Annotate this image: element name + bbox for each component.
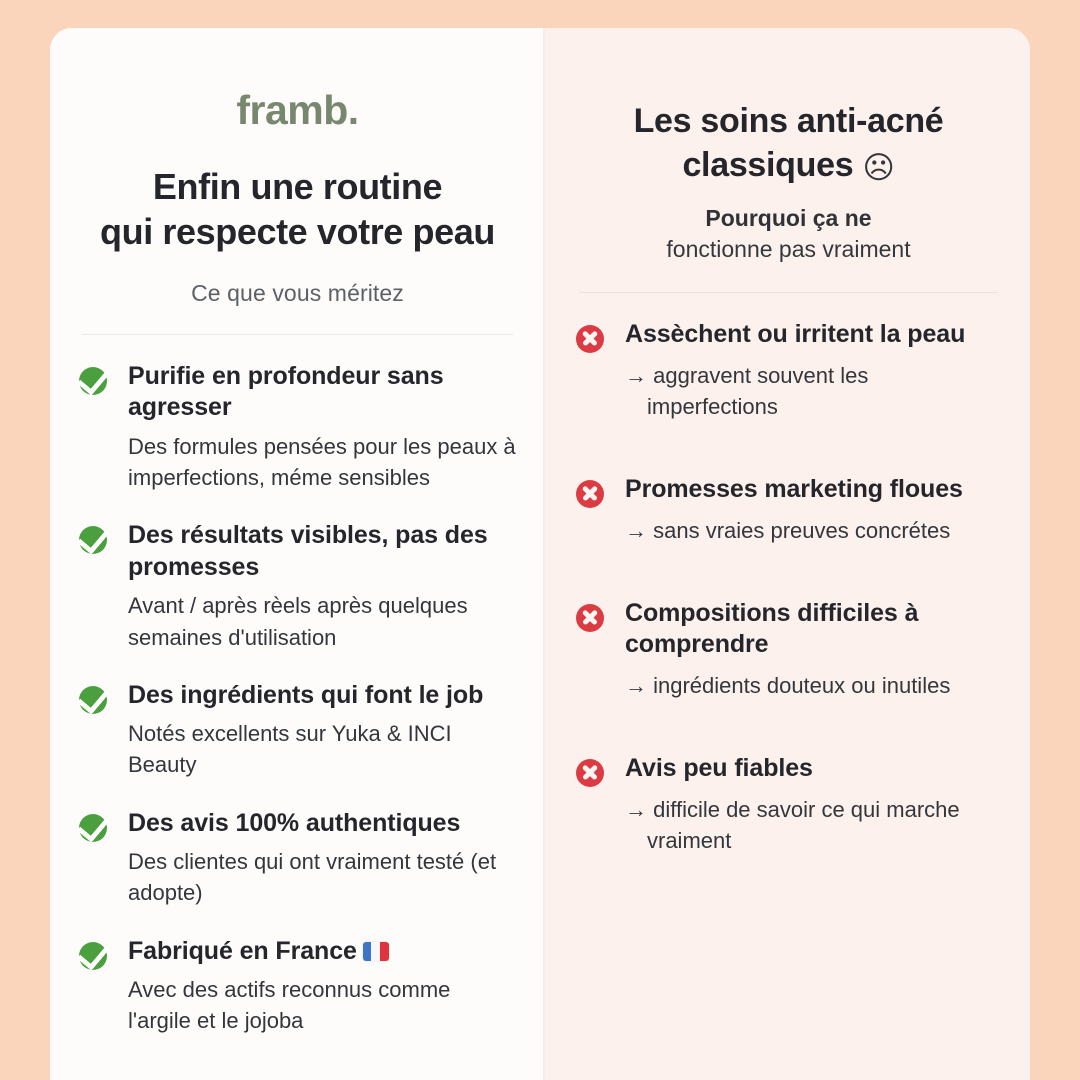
- green-check-icon: [78, 939, 110, 971]
- list-item-description: Des clientes qui ont vraiment testé (et adopte): [128, 849, 497, 906]
- list-item: [78, 936, 517, 1037]
- left-divider: [82, 334, 513, 335]
- list-item-title: Compositions difficiles à comprendre: [625, 598, 919, 659]
- list-item-description: → aggravent souvent les imperfections: [625, 362, 869, 419]
- sad-face-icon: ☹: [862, 149, 895, 185]
- right-panel-title: [575, 100, 1002, 187]
- list-item-title: Des résultats visibles, pas des promesses: [128, 521, 488, 581]
- list-item: [78, 361, 517, 493]
- list-item-title-text: Fabriqué en France: [128, 936, 357, 965]
- right-panel-subtitle: [575, 203, 1002, 265]
- list-item-title: Avis peu fiables: [625, 754, 813, 783]
- list-item: [575, 753, 1002, 856]
- left-title-line-1: Enfin une routine: [152, 166, 443, 208]
- list-item-title: [128, 936, 517, 968]
- list-item: [78, 808, 517, 909]
- left-panel-title: [78, 164, 517, 255]
- france-flag-icon: [363, 942, 389, 961]
- list-item-description: Des formules pensées pour les peaux à imperfections, méme sensibles: [128, 433, 516, 491]
- red-cross-icon: [575, 601, 607, 633]
- green-check-icon: [78, 523, 110, 555]
- left-panel-benefits: [50, 28, 543, 1080]
- list-item-description: Avec des actifs reconnus comme l'argile et le jojoba: [128, 977, 451, 1034]
- red-cross-icon: [575, 477, 607, 509]
- left-panel-subtitle: Ce que vous méritez: [191, 279, 404, 306]
- list-item-title: Des avis 100% authentiques: [128, 808, 461, 837]
- right-subtitle-bold: Pourquoi ça ne: [705, 205, 872, 232]
- green-check-icon: [78, 364, 110, 396]
- list-item-title: Assèchent ou irritent la peau: [625, 320, 966, 349]
- list-item-description: → ingrédients douteux ou inutiles: [625, 672, 951, 698]
- benefits-list: [78, 361, 517, 1037]
- list-item-description: Avant / après rèels après quelques semaines d'utilisation: [128, 593, 468, 650]
- left-title-line-2: qui respecte votre peau: [100, 211, 495, 253]
- list-item-description: Notés excellents sur Yuka & INCI Beauty: [128, 721, 452, 778]
- list-item: [78, 520, 517, 652]
- list-item-description: → difficile de savoir ce qui marche vraiment: [625, 796, 960, 853]
- list-item: [575, 474, 1002, 546]
- list-item-description: → sans vraies preuves concrétes: [625, 517, 951, 543]
- comparison-card: [50, 28, 1030, 1080]
- right-subtitle-regular: fonctionne pas vraiment: [666, 236, 911, 263]
- list-item-title: Promesses marketing floues: [625, 475, 963, 504]
- right-divider: [579, 292, 998, 293]
- green-check-icon: [78, 811, 110, 843]
- right-title-line-2: [575, 144, 1002, 188]
- list-item: [575, 598, 1002, 701]
- list-item-title: Purifie en profondeur sans agresser: [128, 361, 444, 422]
- green-check-icon: [78, 683, 110, 715]
- problems-list: [575, 319, 1002, 856]
- right-title-line-2-text: classiques: [682, 145, 854, 184]
- list-item: [575, 319, 1002, 422]
- right-panel-problems: [543, 28, 1030, 1080]
- right-title-line-1: Les soins anti-acné: [633, 102, 944, 140]
- list-item: [78, 680, 517, 781]
- red-cross-icon: [575, 756, 607, 788]
- red-cross-icon: [575, 322, 607, 354]
- brand-logo: framb.: [236, 87, 359, 133]
- list-item-title: Des ingrédients qui font le job: [128, 680, 484, 709]
